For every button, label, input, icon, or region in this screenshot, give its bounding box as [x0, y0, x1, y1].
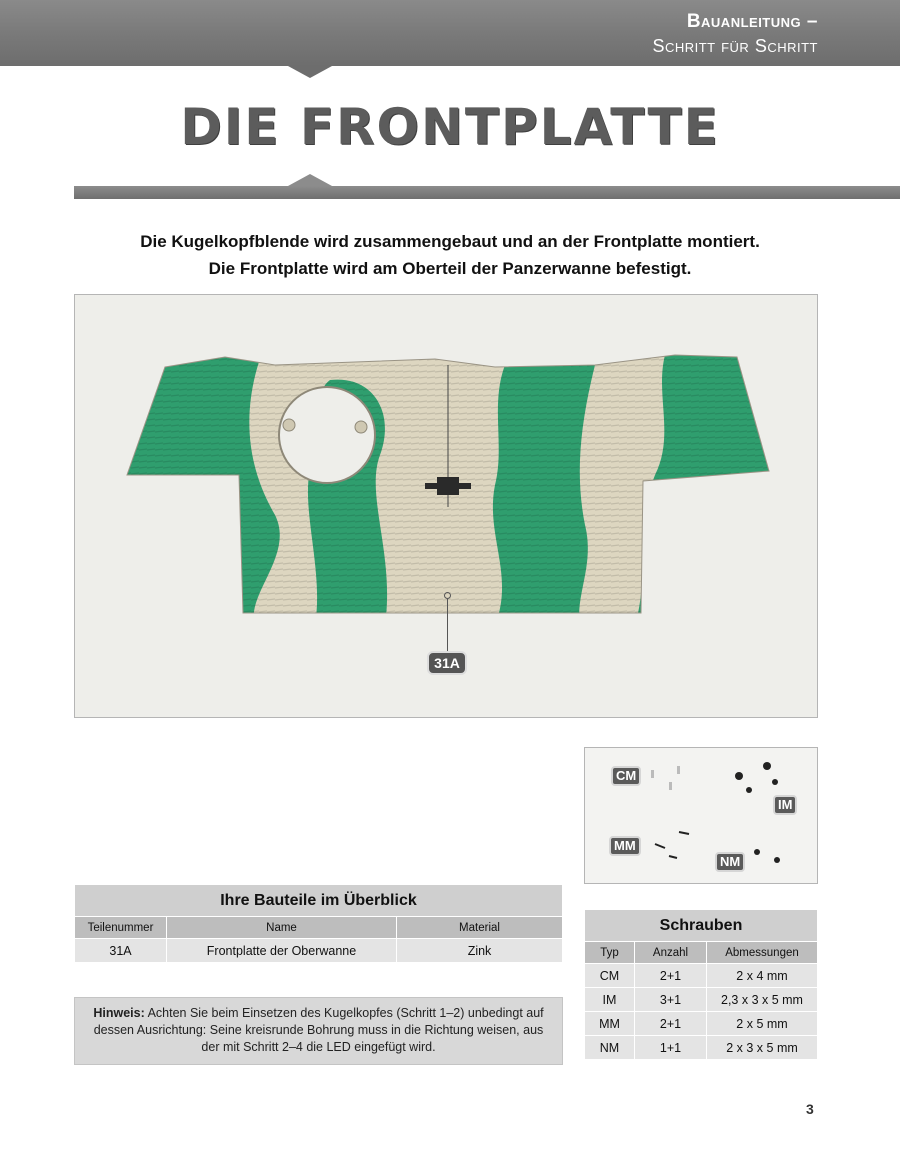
page-number: 3 [806, 1101, 814, 1117]
series-title-line2: Schritt für Schritt [652, 36, 818, 56]
screw-cell: 2 x 5 mm [707, 1012, 818, 1036]
leader-dot [444, 592, 451, 599]
title-rule-peak [288, 174, 332, 186]
screw-cell: IM [585, 988, 635, 1012]
screw-cell: 2 x 4 mm [707, 964, 818, 988]
table-row [585, 964, 818, 988]
series-title [652, 10, 818, 58]
screw-cell: MM [585, 1012, 635, 1036]
intro-text [74, 228, 826, 282]
screw-cell: 2+1 [635, 1012, 707, 1036]
screws-illustration [585, 748, 818, 884]
hint-label: Hinweis: [93, 1006, 145, 1020]
hint-box [74, 997, 563, 1065]
screw-tag-cm: CM [611, 766, 641, 786]
top-banner [0, 0, 900, 66]
screw-tag-mm: MM [609, 836, 641, 856]
table-row [585, 1012, 818, 1036]
screw-tag-im: IM [773, 795, 797, 815]
banner-notch [288, 66, 332, 78]
screw-cell: 1+1 [635, 1036, 707, 1060]
table-row [75, 939, 563, 963]
screw-cell: 3+1 [635, 988, 707, 1012]
parts-table [74, 884, 563, 963]
table-row [585, 988, 818, 1012]
screw-col-dimensions: Abmessungen [707, 942, 818, 964]
screw-cell: NM [585, 1036, 635, 1060]
screws-photo [584, 747, 818, 884]
leader-line [447, 599, 448, 651]
intro-line2: Die Frontplatte wird am Oberteil der Panzerwanne befestigt. [208, 259, 692, 278]
screw-table [584, 909, 818, 1060]
parts-table-title: Ihre Bauteile im Überblick [75, 885, 563, 917]
screw-cell: CM [585, 964, 635, 988]
hint-text: Achten Sie beim Einsetzen des Kugelkopfes (Schritt 1–2) unbedingt auf dessen Ausrichtung: Seine kreisrunde Bohrung muss in die Richtung weisen, aus der mit Schritt 2–4 die LED eingefügt wird. [93, 1006, 544, 1054]
front-plate-photo [74, 294, 818, 718]
table-row [585, 1036, 818, 1060]
screw-cell: 2+1 [635, 964, 707, 988]
parts-cell: Zink [397, 939, 563, 963]
part-label-31a: 31A [427, 651, 467, 675]
page-title: DIE FRONTPLATTE [180, 98, 720, 156]
parts-col-part-number: Teilenummer [75, 917, 167, 939]
screw-cell: 2 x 3 x 5 mm [707, 1036, 818, 1060]
screw-table-title: Schrauben [585, 910, 818, 942]
parts-cell: Frontplatte der Oberwanne [167, 939, 397, 963]
ball-mount-hole [279, 387, 375, 483]
parts-col-material: Material [397, 917, 563, 939]
screw-col-type: Typ [585, 942, 635, 964]
screw-tag-nm: NM [715, 852, 745, 872]
parts-col-name: Name [167, 917, 397, 939]
title-rule [74, 186, 900, 199]
screw-col-count: Anzahl [635, 942, 707, 964]
screw-cell: 2,3 x 3 x 5 mm [707, 988, 818, 1012]
series-title-line1: Bauanleitung – [686, 11, 818, 32]
intro-line1: Die Kugelkopfblende wird zusammengebaut und an der Frontplatte montiert. [140, 232, 760, 251]
parts-cell: 31A [75, 939, 167, 963]
